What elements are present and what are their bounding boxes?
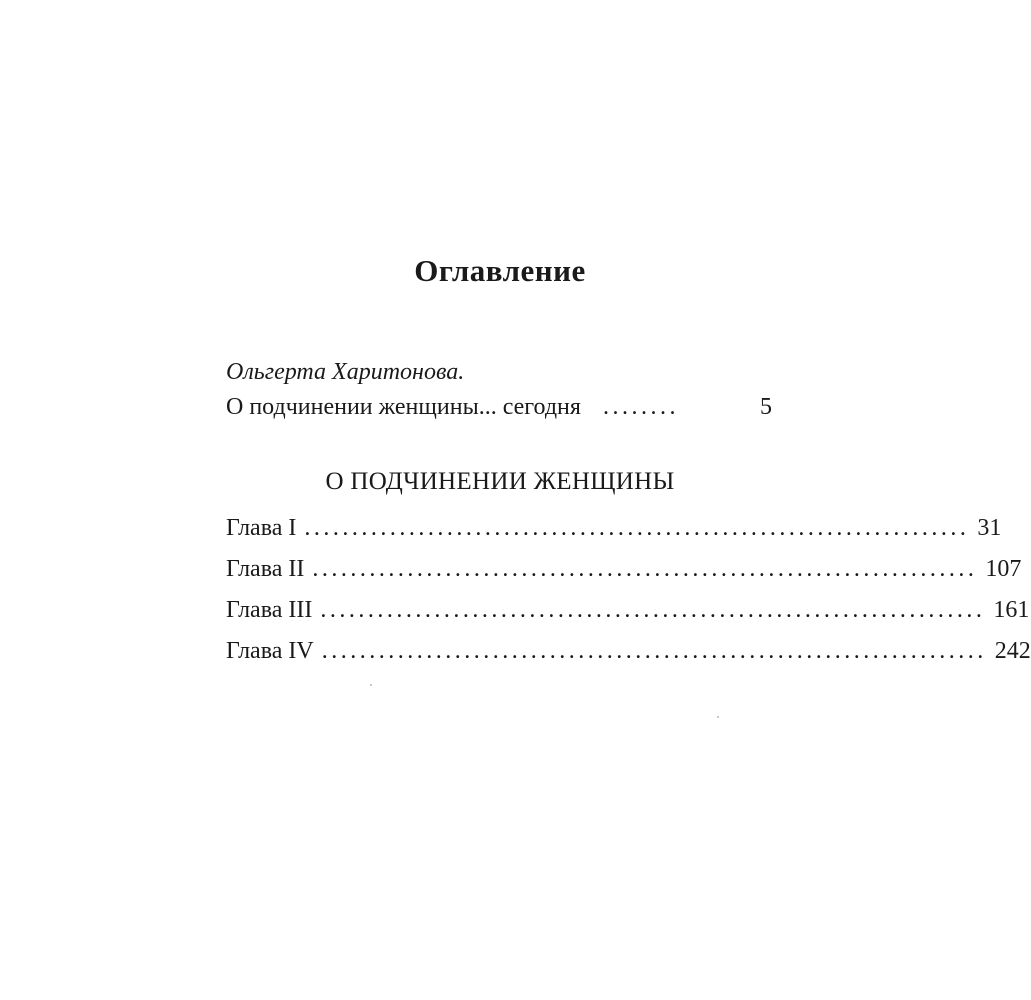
toc-entry-label: О подчинении женщины... сегодня xyxy=(226,394,581,420)
paper-speck xyxy=(717,716,719,718)
toc-entry-page: 242 xyxy=(994,638,1031,664)
paper-speck xyxy=(370,684,372,686)
toc-entry-page: 161 xyxy=(993,597,1030,623)
toc-title: Оглавление xyxy=(414,253,586,288)
toc-entry-page: 31 xyxy=(977,515,1002,541)
intro-author: Ольгерта Харитонова. xyxy=(226,359,465,385)
dot-leader: ...................................................................... xyxy=(304,515,970,541)
toc-entry-intro xyxy=(226,391,772,431)
toc-entry-page: 107 xyxy=(985,556,1022,582)
dot-leader: ...................................................................... xyxy=(320,597,986,623)
toc-entry-chapter xyxy=(226,594,1030,635)
toc-entry-chapter xyxy=(226,553,1022,594)
toc-entry-chapter xyxy=(226,635,1031,676)
toc-entry-page: 5 xyxy=(760,394,772,420)
dot-leader: ...................................................................... xyxy=(321,638,987,664)
toc-entry-label: Глава III xyxy=(226,597,313,623)
dot-leader: ........ xyxy=(602,394,679,420)
toc-entry-label: Глава IV xyxy=(226,638,314,664)
toc-entry-chapter xyxy=(226,512,1002,553)
chapter-list xyxy=(226,512,1031,676)
section-title: О ПОДЧИНЕНИИ ЖЕНЩИНЫ xyxy=(325,468,675,495)
toc-entry-label: Глава II xyxy=(226,556,305,582)
toc-entry-label: Глава I xyxy=(226,515,297,541)
dot-leader: ...................................................................... xyxy=(312,556,978,582)
